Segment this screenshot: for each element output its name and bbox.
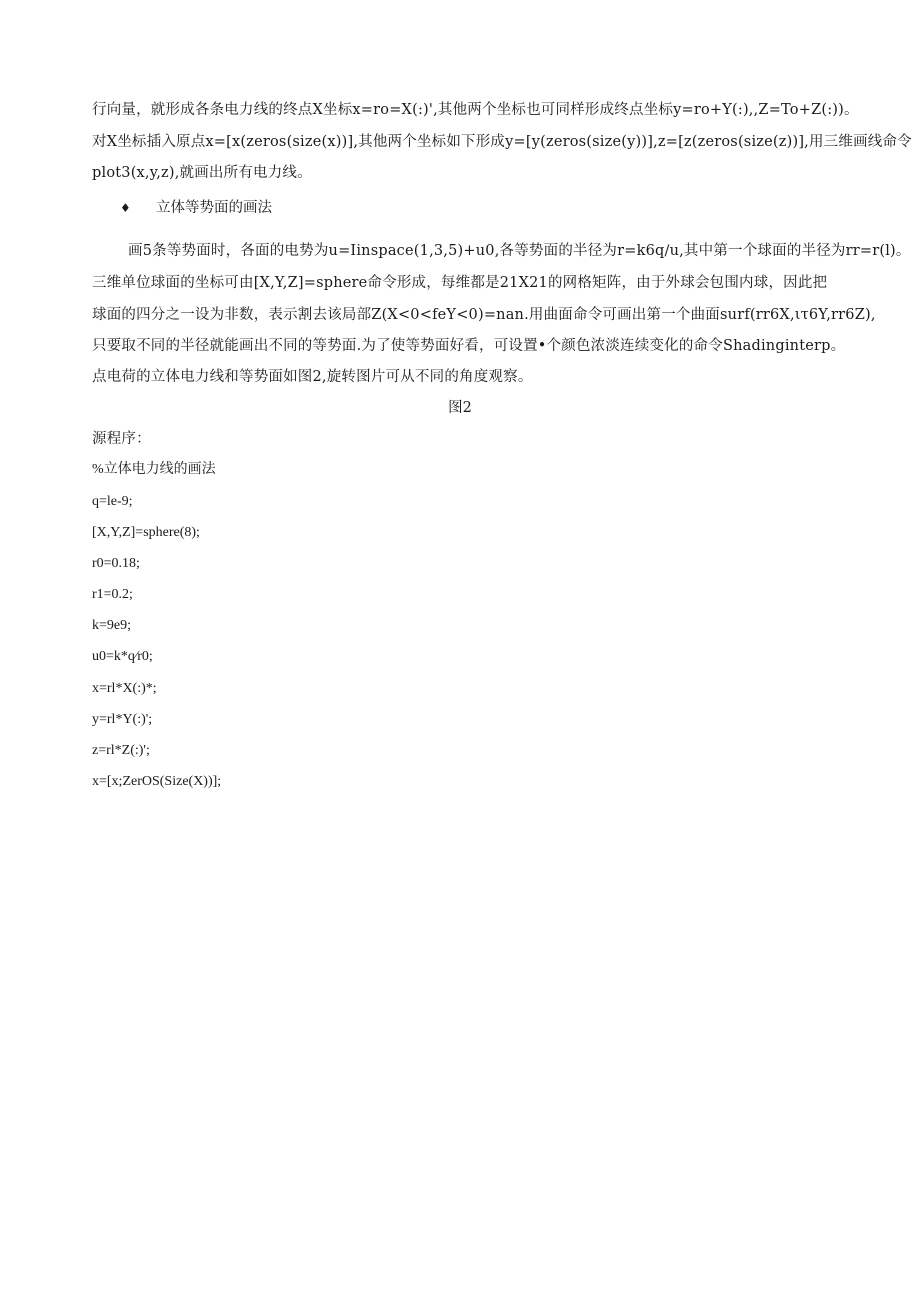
paragraph2-line-2: 三维单位球面的坐标可由[X,Y,Z]=sphere命令形成，每维都是21X21的网格矩阵，由于外球会包围内球，因此把: [92, 275, 828, 291]
code-line: k=9e9;: [92, 618, 131, 633]
code-line: [X,Y,Z]=sphere(8);: [92, 525, 200, 540]
source-label: 源程序：: [92, 431, 151, 447]
code-line-comment: %立体电力线的画法: [92, 462, 216, 477]
code-line: r0=0.18;: [92, 556, 140, 571]
code-line: q=le-9;: [92, 494, 133, 509]
paragraph1-line-3: plot3(x,y,z),就画出所有电力线。: [92, 165, 312, 181]
section-heading: [120, 198, 272, 218]
paragraph2-line-5: 点电荷的立体电力线和等势面如图2,旋转图片可从不同的角度观察。: [92, 369, 533, 385]
paragraph2-line-3: 球面的四分之一设为非数，表示割去该局部Z(X<0<feY<0)=nan.用曲面命令可画出第一个曲面surf(rr6X,ιτ6Y,rr6Z),: [92, 307, 876, 323]
code-line: y=rl*Y(:)';: [92, 712, 153, 727]
paragraph1-line-1: 行向量，就形成各条电力线的终点X坐标x=ro=X(:)',其他两个坐标也可同样形成终点坐标y=ro+Y(:),,Z=To+Z(:))。: [92, 102, 859, 118]
paragraph1-line-2: 对X坐标插入原点x=[x(zeros(size(x))],其他两个坐标如下形成y=[y(zeros(size(y))],z=[z(zeros(size(z))],用三维画线命令: [92, 134, 912, 150]
paragraph2-line-1: 画5条等势面时，各面的电势为u=Iinspace(1,3,5)+u0,各等势面的半径为r=k6q∕u,其中第一个球面的半径为rr=r(l)。: [128, 243, 911, 259]
figure-caption: 图2: [448, 400, 472, 416]
code-line: z=rl*Z(:)';: [92, 743, 150, 758]
section-heading-text: 立体等势面的画法: [156, 200, 272, 216]
code-line: x=[x;ZerOS(Size(X))];: [92, 774, 222, 789]
diamond-bullet-icon: ♦: [120, 201, 131, 215]
code-line: u0=k*q∕r0;: [92, 649, 153, 664]
paragraph2-line-4: 只要取不同的半径就能画出不同的等势面.为了使等势面好看，可设置•个颜色浓淡连续变化的命令Shadinginterp。: [92, 338, 846, 354]
code-line: r1=0.2;: [92, 587, 133, 602]
code-line: x=rl*X(:)*;: [92, 681, 157, 696]
